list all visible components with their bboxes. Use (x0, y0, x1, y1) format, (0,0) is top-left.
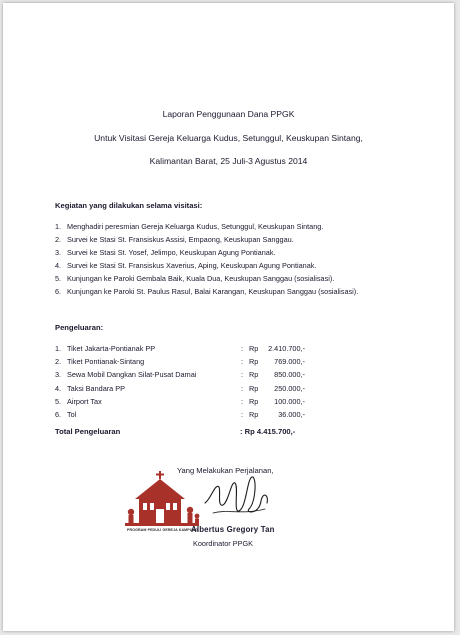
report-title (3, 108, 454, 179)
activities-heading: Kegiatan yang dilakukan selama visitasi: (55, 201, 203, 210)
expenses-table (55, 342, 305, 421)
expenses-heading: Pengeluaran: (55, 323, 104, 332)
list-item: 1. Menghadiri peresmian Gereja Keluarga Kudus, Setunggul, Keuskupan Sintang. (55, 222, 324, 231)
signature-intro: Yang Melakukan Perjalanan, (177, 466, 274, 475)
table-row: 2. Tiket Pontianak-Sintang : Rp 769.000,- (55, 357, 305, 367)
handwritten-signature-icon (203, 473, 273, 523)
table-row: 3. Sewa Mobil Dangkan Silat-Pusat Damai : Rp 850.000,- (55, 370, 305, 380)
signatory-name: Albertus Gregory Tan (191, 525, 275, 534)
signatory-role: Koordinator PPGK (193, 539, 254, 548)
table-row: 5. Airport Tax : Rp 100.000,- (55, 396, 305, 406)
total-value: : Rp 4.415.700,- (240, 427, 296, 436)
title-line-2: Untuk Visitasi Gereja Keluarga Kudus, Setunggul, Keuskupan Sintang, (94, 132, 363, 143)
list-item: 4. Survei ke Stasi St. Fransiskus Xaverius, Aping, Keuskupan Agung Pontianak. (55, 261, 317, 270)
activities-list (55, 220, 358, 298)
title-line-1: Laporan Penggunaan Dana PPGK (162, 109, 295, 119)
list-item: 6. Kunjungan ke Paroki St. Paulus Rasul, Balai Karangan, Keuskupan Sanggau (sosialisasi). (55, 287, 359, 296)
list-item: 5. Kunjungan ke Paroki Gembala Baik, Kuala Dua, Keuskupan Sanggau (sosialisasi). (55, 274, 335, 283)
table-row: 6. Tol : Rp 36.000,- (55, 410, 305, 420)
church-logo-icon (121, 469, 203, 531)
list-item: 3. Survei ke Stasi St. Yosef, Jelimpo, Keuskupan Agung Pontianak. (55, 248, 276, 257)
document-page (3, 3, 454, 631)
total-label: Total Pengeluaran (55, 427, 121, 436)
logo-caption: PROGRAM PEDULI GEREJA KAMPUNG (127, 528, 199, 532)
table-row: 1. Tiket Jakarta-Pontianak PP : Rp 2.410.700,- (55, 344, 305, 354)
list-item: 2. Survei ke Stasi St. Fransiskus Assisi, Empaong, Keuskupan Sanggau. (55, 235, 294, 244)
table-row: 4. Taksi Bandara PP : Rp 250.000,- (55, 383, 305, 393)
title-line-3: Kalimantan Barat, 25 Juli-3 Agustus 2014 (149, 156, 308, 166)
